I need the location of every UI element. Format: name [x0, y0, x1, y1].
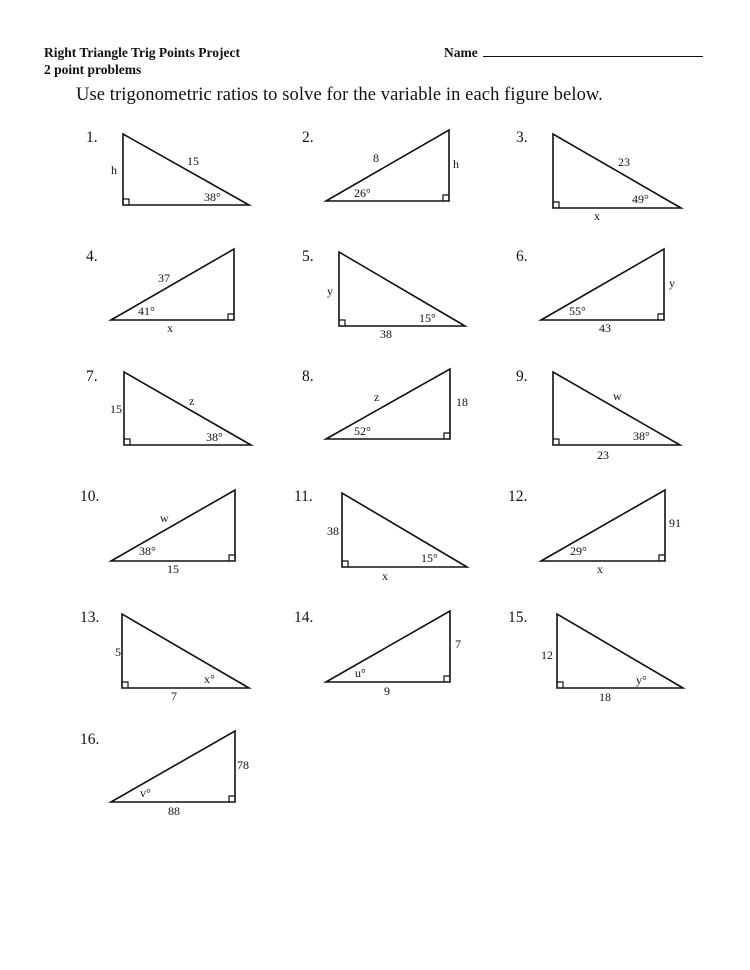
right-angle-marker: [342, 561, 348, 567]
problem-2: [302, 129, 459, 201]
side-label: 91: [669, 516, 681, 530]
problem-number: 12.: [508, 488, 528, 505]
problem-3: [516, 129, 681, 223]
side-label: x: [594, 209, 600, 223]
problem-number: 11.: [294, 488, 313, 505]
side-label: h: [111, 163, 117, 177]
side-label: 78: [237, 758, 249, 772]
angle-label: 55°: [569, 304, 586, 318]
problem-number: 14.: [294, 609, 314, 626]
triangle: [122, 614, 249, 688]
angle-label: 49°: [632, 192, 649, 206]
triangle: [111, 490, 235, 561]
side-label: w: [613, 389, 622, 403]
side-label: 37: [158, 271, 170, 285]
problem-number: 2.: [302, 129, 314, 146]
problem-14: [294, 609, 461, 698]
problem-1: [86, 129, 249, 205]
problem-number: 4.: [86, 248, 98, 265]
angle-label: 38°: [633, 429, 650, 443]
problem-6: [516, 248, 675, 335]
problem-number: 16.: [80, 731, 100, 748]
side-label: 38: [327, 524, 339, 538]
triangle: [326, 369, 450, 439]
side-label: 15: [167, 562, 179, 576]
angle-label: 38°: [139, 544, 156, 558]
triangle: [339, 252, 465, 326]
right-angle-marker: [553, 439, 559, 445]
side-label: z: [374, 390, 380, 404]
side-label: w: [160, 511, 169, 525]
side-label: 9: [384, 684, 390, 698]
angle-label: x°: [204, 672, 215, 686]
side-label: 38: [380, 327, 392, 341]
problem-number: 10.: [80, 488, 100, 505]
side-label: y: [327, 284, 333, 298]
problem-9: [516, 368, 680, 462]
triangle: [342, 493, 467, 567]
problem-number: 1.: [86, 129, 98, 146]
worksheet-subtitle: 2 point problems: [44, 62, 142, 77]
angle-label: 15°: [419, 311, 436, 325]
side-label: 7: [171, 689, 177, 703]
triangle: [111, 731, 235, 802]
angle-label: 29°: [570, 544, 587, 558]
side-label: y: [669, 276, 675, 290]
right-angle-marker: [553, 202, 559, 208]
right-angle-marker: [124, 439, 130, 445]
angle-label: 15°: [421, 551, 438, 565]
problem-number: 13.: [80, 609, 100, 626]
side-label: x: [167, 321, 173, 335]
right-angle-marker: [122, 682, 128, 688]
right-angle-marker: [557, 682, 563, 688]
right-angle-marker: [659, 555, 665, 561]
side-label: 15: [110, 402, 122, 416]
problem-10: [80, 488, 235, 576]
right-angle-marker: [229, 796, 235, 802]
right-angle-marker: [228, 314, 234, 320]
problem-13: [80, 609, 249, 703]
right-angle-marker: [444, 433, 450, 439]
side-label: 8: [373, 151, 379, 165]
side-label: 15: [187, 154, 199, 168]
right-angle-marker: [123, 199, 129, 205]
side-label: 18: [456, 395, 468, 409]
problem-number: 15.: [508, 609, 528, 626]
side-label: 23: [597, 448, 609, 462]
problem-7: [86, 368, 251, 445]
problem-number: 8.: [302, 368, 314, 385]
triangle: [557, 614, 683, 688]
triangle: [123, 134, 249, 205]
problem-number: 5.: [302, 248, 314, 265]
side-label: 88: [168, 804, 180, 818]
right-angle-marker: [658, 314, 664, 320]
angle-label: 38°: [204, 190, 221, 204]
side-label: h: [453, 157, 459, 171]
right-angle-marker: [339, 320, 345, 326]
instructions: Use trigonometric ratios to solve for the variable in each figure below.: [76, 85, 603, 105]
triangle: [326, 611, 450, 682]
side-label: 5: [115, 645, 121, 659]
angle-label: 52°: [354, 424, 371, 438]
right-angle-marker: [229, 555, 235, 561]
worksheet-title: Right Triangle Trig Points Project: [44, 45, 240, 60]
side-label: z: [189, 394, 195, 408]
right-angle-marker: [444, 676, 450, 682]
problem-5: [302, 248, 465, 341]
side-label: 12: [541, 648, 553, 662]
problem-16: [80, 731, 249, 818]
problem-15: [508, 609, 683, 704]
triangle: [541, 249, 664, 320]
side-label: x: [382, 569, 388, 583]
side-label: 18: [599, 690, 611, 704]
triangle: [326, 130, 449, 201]
side-label: 23: [618, 155, 630, 169]
side-label: 43: [599, 321, 611, 335]
angle-label: 41°: [138, 304, 155, 318]
angle-label: u°: [355, 666, 366, 680]
problem-number: 9.: [516, 368, 528, 385]
name-label: Name: [444, 45, 478, 60]
problem-4: [86, 248, 234, 335]
triangle: [124, 372, 251, 445]
side-label: 7: [455, 637, 461, 651]
triangle: [553, 372, 680, 445]
problem-12: [508, 488, 681, 576]
side-label: x: [597, 562, 603, 576]
angle-label: v°: [140, 786, 151, 800]
angle-label: 38°: [206, 430, 223, 444]
problem-number: 3.: [516, 129, 528, 146]
problem-11: [294, 488, 467, 583]
right-angle-marker: [443, 195, 449, 201]
angle-label: y°: [636, 673, 647, 687]
triangle: [541, 490, 665, 561]
angle-label: 26°: [354, 186, 371, 200]
triangle: [553, 134, 681, 208]
problem-8: [302, 368, 468, 439]
problem-number: 7.: [86, 368, 98, 385]
triangle: [111, 249, 234, 320]
problem-number: 6.: [516, 248, 528, 265]
